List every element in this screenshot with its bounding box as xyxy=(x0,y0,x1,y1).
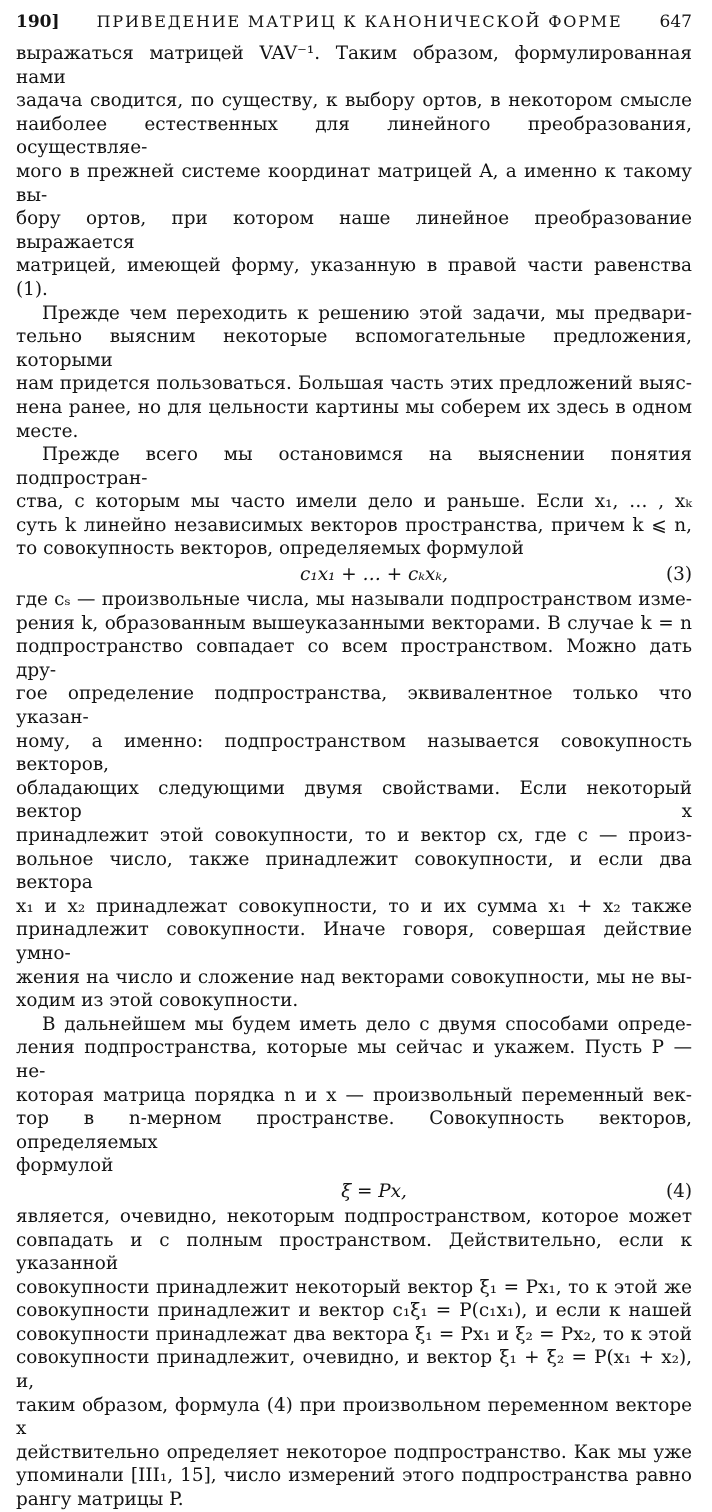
text-line: гое определение подпространства, эквивалентное только что указан- xyxy=(16,683,692,729)
formula-3 xyxy=(16,561,692,588)
text-line: В дальнейшем мы будем иметь дело с двумя способами опреде- xyxy=(42,1013,692,1035)
text-line: принадлежит этой совокупности, то и вектор cx, где c — произ- xyxy=(16,825,692,846)
text-line: принадлежит совокупности. Иначе говоря, совершая действие умно- xyxy=(16,919,692,964)
paragraph-4 xyxy=(16,588,692,1013)
text-line: совпадать и с полным пространством. Действительно, если к указанной xyxy=(16,1229,692,1275)
text-line: Прежде чем переходить к решению этой задачи, мы предвари- xyxy=(42,302,692,324)
text-line: ходим из этой совокупности. xyxy=(16,990,299,1012)
text-line: ства, с которым мы часто имели дело и раньше. Если x₁, … , xₖ xyxy=(16,491,692,513)
text-line: месте. xyxy=(16,420,79,442)
text-line: рения k, образованным вышеуказанными векторами. В случае k = n xyxy=(16,612,692,634)
equation-number: (3) xyxy=(665,564,692,586)
text-line: нена ранее, но для цельности картины мы соберем их здесь в одном xyxy=(16,396,692,418)
text-line: выражаться матрицей VAV⁻¹. Таким образом, формулированная нами xyxy=(16,43,692,88)
text-line: Прежде всего мы остановимся на выяснении понятия подпростран- xyxy=(16,444,692,489)
text-line: задача сводится, по существу, к выбору ортов, в некотором смысле xyxy=(16,90,692,112)
paragraph-5 xyxy=(16,1013,692,1178)
paragraph-6 xyxy=(16,1205,692,1512)
text-line: суть k линейно независимых векторов пространства, причем k ⩽ n, xyxy=(16,514,692,536)
section-number: 190] xyxy=(16,12,60,32)
text-line: бору ортов, при котором наше линейное преобразование выражается xyxy=(16,208,692,253)
formula-4 xyxy=(16,1178,692,1205)
text-line: упоминали [III₁, 15], число измерений этого подпространства равно xyxy=(16,1465,692,1487)
text-line: то совокупность векторов, определяемых формулой xyxy=(16,538,524,560)
text-line: мого в прежней системе координат матрицей A, а именно к такому вы- xyxy=(16,160,692,206)
paragraph-1 xyxy=(16,42,692,302)
text-line: матрицей, имеющей форму, указанную в правой части равенства (1). xyxy=(16,255,692,300)
text-line: которая матрица порядка n и x — произвольный переменный век- xyxy=(16,1084,692,1106)
paragraph-2 xyxy=(16,302,692,444)
text-line: ления подпространства, которые мы сейчас и укажем. Пусть P — не- xyxy=(16,1037,692,1082)
text-line: совокупности принадлежат два вектора ξ₁ = Px₁ и ξ₂ = Px₂, то к этой xyxy=(16,1323,692,1345)
text-line: тельно выясним некоторые вспомогательные предложения, которыми xyxy=(16,326,692,371)
text-line: таким образом, формула (4) при произвольном переменном векторе x xyxy=(16,1394,692,1440)
text-line: где cₛ — произвольные числа, мы называли подпространством изме- xyxy=(16,589,692,611)
formula-expression: c₁x₁ + … + cₖxₖ, xyxy=(300,564,448,586)
equation-number: (4) xyxy=(665,1180,692,1202)
text-line: ному, а именно: подпространством называется совокупность векторов, xyxy=(16,730,692,776)
text-line: подпространство совпадает со всем пространством. Можно дать дру- xyxy=(16,636,692,681)
running-head xyxy=(16,10,692,40)
text-line: жения на число и сложение над векторами совокупности, мы не вы- xyxy=(16,966,692,988)
text-line: рангу матрицы P. xyxy=(16,1489,184,1511)
text-line: наиболее естественных для линейного преобразования, осуществляе- xyxy=(16,113,692,159)
text-line: обладающих следующими двумя свойствами. Если некоторый вектор x xyxy=(16,777,692,823)
running-title: ПРИВЕДЕНИЕ МАТРИЦ К КАНОНИЧЕСКОЙ ФОРМЕ xyxy=(96,12,623,31)
text-line: тор в n-мерном пространстве. Совокупность векторов, определяемых xyxy=(16,1108,692,1153)
text-line: действительно определяет некоторое подпространство. Как мы уже xyxy=(16,1441,692,1463)
text-line: x₁ и x₂ принадлежат совокупности, то и их сумма x₁ + x₂ также xyxy=(16,895,692,917)
text-line: является, очевидно, некоторым подпространством, которое может xyxy=(16,1205,692,1227)
text-line: формулой xyxy=(16,1155,114,1177)
paragraph-3 xyxy=(16,443,692,561)
text-line: совокупности принадлежит и вектор c₁ξ₁ = P(c₁x₁), и если к нашей xyxy=(16,1300,692,1322)
text-line: вольное число, также принадлежит совокупности, и если два вектора xyxy=(16,848,692,894)
page-number: 647 xyxy=(659,12,692,32)
text-line: совокупности принадлежит некоторый вектор ξ₁ = Px₁, то к этой же xyxy=(16,1276,692,1298)
text-line: совокупности принадлежит, очевидно, и вектор ξ₁ + ξ₂ = P(x₁ + x₂), и, xyxy=(16,1347,692,1393)
formula-expression: ξ = Px, xyxy=(341,1180,407,1202)
text-line: нам придется пользоваться. Большая часть этих предложений выяс- xyxy=(16,373,692,395)
